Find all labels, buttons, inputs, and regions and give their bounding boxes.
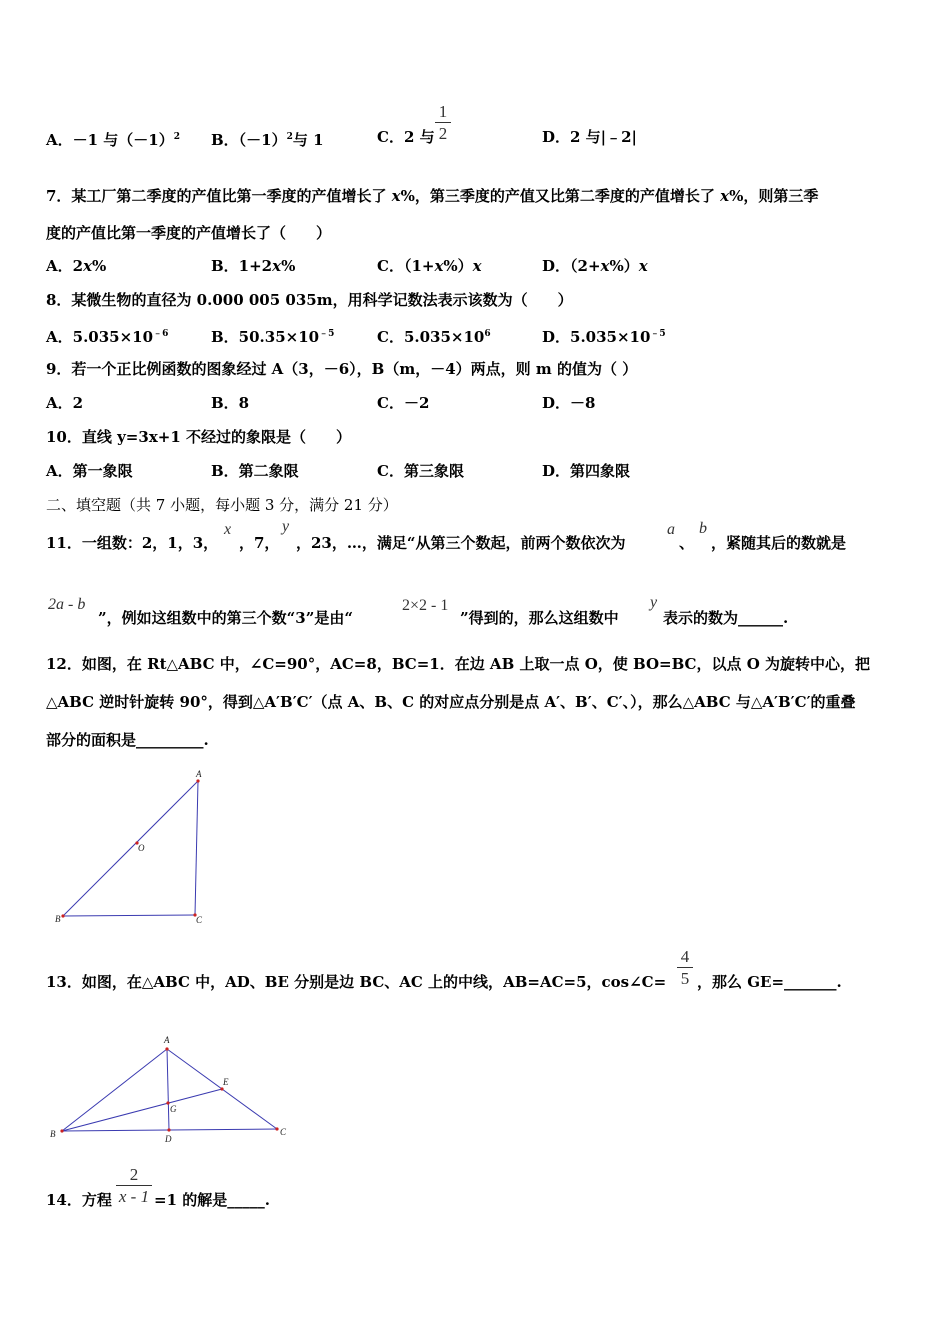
q13-stem-pre: 13．如图，在△ABC 中，AD、BE 分别是边 BC、AC 上的中线，AB=AC=5，cos∠C=: [46, 973, 667, 991]
q12-stem-line3: 部分的面积是_________.: [46, 731, 209, 749]
q10-option-c: C．第三象限: [377, 462, 464, 480]
q13-fraction-cos: 4 5: [677, 947, 693, 988]
q11-seg5: ，紧随其后的数就是: [711, 534, 847, 552]
q12-triangle-figure: [50, 765, 220, 930]
q14-stem-post: =1 的解是_____.: [154, 1191, 270, 1209]
q10-option-a: A．第一象限: [46, 462, 133, 480]
q12-segment-ac: [195, 781, 198, 915]
q8-option-b: B．$50.35\times 10^{﹣5}$: [211, 328, 335, 346]
q10-option-b: B．第二象限: [211, 462, 299, 480]
q12-stem-line2: △ABC 逆时针旋转 90°，得到△A′B′C′（点 A、B、C 的对应点分别是点 A′、B′、C′、），那么△ABC 与△A′B′C′的重叠: [46, 693, 856, 711]
q8-option-d: D．$5.035\times 10^{﹣5}$: [542, 328, 666, 346]
q13-label-e: E: [223, 1077, 229, 1087]
q7-option-a: A．2x%: [46, 257, 107, 275]
q11-seg7: ”得到的，那么这组数中: [460, 609, 619, 627]
q12-point-b: [61, 914, 64, 917]
q13-segment-ad: [167, 1049, 169, 1130]
q13-point-a: [165, 1047, 168, 1050]
q11-math-y: y: [282, 518, 290, 535]
q13-stem-post: ，那么 GE=_______.: [697, 973, 842, 991]
q7-option-b: B．1+2x%: [211, 257, 296, 275]
q11-math-a: a: [667, 521, 675, 538]
q11-seg3: ，23，…，满足“从第三个数起，前两个数依次为: [296, 534, 626, 552]
q12-label-o: O: [138, 843, 145, 853]
q12-segment-bc: [63, 915, 195, 916]
q8-option-c: C．$5.035\times 10^6$: [377, 328, 491, 346]
q11-math-x: x: [224, 521, 232, 538]
q11-seg1: 11．一组数：2，1，3，: [46, 534, 219, 552]
q12-label-a: A: [196, 769, 202, 779]
q9-option-d: D．－8: [542, 394, 596, 412]
q9-option-c: C．－2: [377, 394, 430, 412]
q11-seg2: ，7，: [239, 534, 280, 552]
q8-option-a: A．$5.035\times 10^{﹣6}$: [46, 328, 169, 346]
q13-label-g: G: [170, 1104, 177, 1114]
q11-math-2x2-1: 2×2 - 1: [402, 597, 449, 614]
q6-option-c: C．2 与: [377, 128, 435, 146]
q13-point-c: [275, 1127, 278, 1130]
q11-math-b: b: [699, 520, 707, 537]
q6-option-a: A．－1 与$(-1)^2$: [46, 131, 181, 149]
q11-seg8: 表示的数为______.: [663, 609, 789, 627]
q13-label-a: A: [164, 1035, 170, 1045]
q7-option-c: C．（1+x%）x: [377, 257, 482, 275]
q8-stem: 8．某微生物的直径为 0.000 005 035m，用科学记数法表示该数为（ ）: [46, 291, 573, 309]
q6-option-b: B．$(-1)^2$与 1: [211, 131, 324, 149]
q13-point-d: [167, 1128, 170, 1131]
q14-fraction: 2 x - 1: [116, 1165, 152, 1206]
q13-label-d: D: [165, 1134, 172, 1144]
q13-label-b: B: [50, 1129, 56, 1139]
q14-stem-pre: 14．方程: [46, 1191, 112, 1209]
q12-segment-ab: [63, 781, 198, 916]
q7-stem-line2: 度的产值比第一季度的产值增长了（ ）: [46, 224, 332, 242]
q11-math-y2: y: [650, 594, 658, 611]
q10-stem: 10．直线 y=3x+1 不经过的象限是（ ）: [46, 428, 351, 446]
q12-label-b: B: [55, 914, 61, 924]
q7-stem-line1: 7．某工厂第二季度的产值比第一季度的产值增长了 x%，第三季度的产值又比第二季度的产值增长了 x%，则第三季: [46, 187, 819, 205]
q9-stem: 9．若一个正比例函数的图象经过 A（3，－6），B（m，－4）两点，则 m 的值为（ ）: [46, 360, 638, 378]
q6-fraction-half: 1 2: [435, 102, 451, 143]
q13-segment-ab: [62, 1049, 167, 1131]
q12-label-c: C: [196, 915, 203, 925]
q13-label-c: C: [280, 1127, 287, 1137]
q11-math-2a-b: 2a - b: [48, 596, 86, 613]
q13-point-b: [60, 1129, 63, 1132]
q7-option-d: D．（2+x%）x: [542, 257, 648, 275]
q9-option-b: B．8: [211, 394, 250, 412]
q12-stem-line1: 12．如图，在 Rt△ABC 中，∠C=90°，AC=8，BC=1．在边 AB 上取一点 O，使 BO=BC，以点 O 为旋转中心，把: [46, 655, 870, 673]
q10-option-d: D．第四象限: [542, 462, 631, 480]
q13-triangle-figure: [44, 1030, 294, 1148]
q12-point-a: [196, 779, 199, 782]
q11-seg6: ”，例如这组数中的第三个数“3”是由“: [98, 609, 353, 627]
q11-seg4: 、: [679, 534, 695, 552]
q9-option-a: A．2: [46, 394, 84, 412]
q6-option-d: D．2 与|﹣2|: [542, 128, 638, 146]
q13-segment-be: [62, 1089, 222, 1131]
section-fill-in-title: 二、填空题（共 7 小题，每小题 3 分，满分 21 分）: [46, 496, 398, 514]
q13-point-e: [220, 1087, 223, 1090]
